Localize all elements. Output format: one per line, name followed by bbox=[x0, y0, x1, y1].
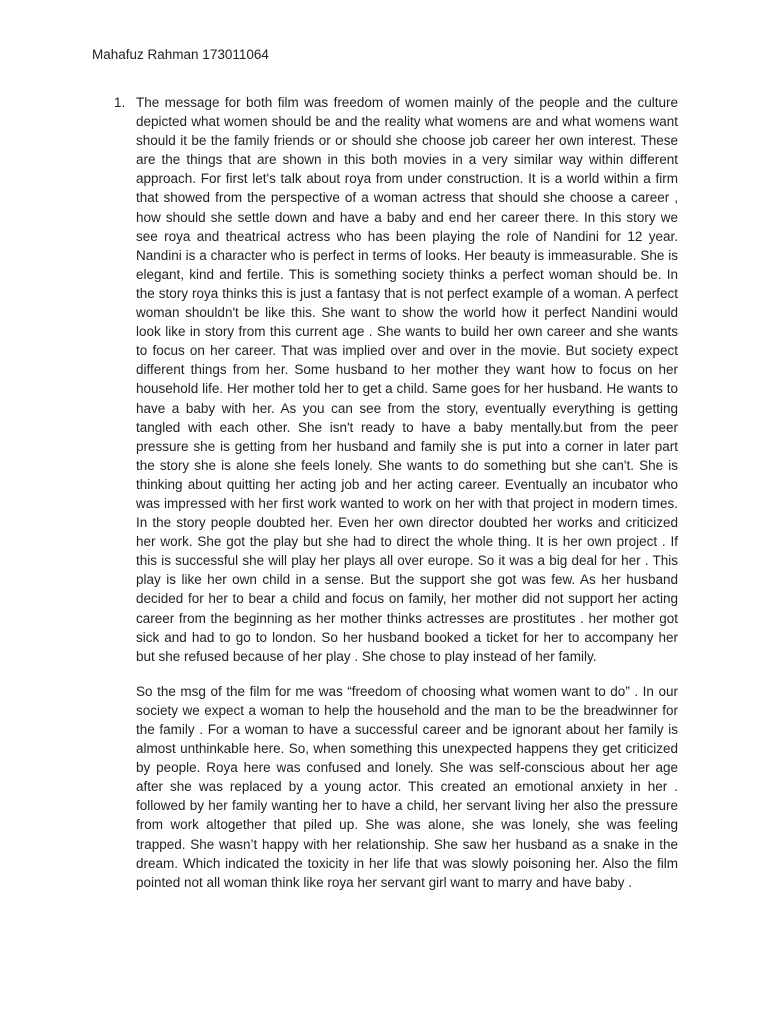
paragraph-2: So the msg of the film for me was “freedom of choosing what women want to do” . In our society we expect a woman to help the household and the man to be the breadwinner for the family . For a woman to have a successful career and be ignorant about her family is almost unthinkable here. So, when something this unexpected happens they get criticized by people. Roya here was confused and lonely. She was self-conscious about her age after she was replaced by a young actor. This created an emotional anxiety in her . followed by her family wanting her to have a child, her servant living her also the pressure from work altogether that piled up. She was alone, she was lonely, she was feeling trapped. She wasn’t happy with her relationship. She saw her husband as a snake in the dream. Which indicated the toxicity in her life that was slowly poisoning her. Also the film pointed not all woman think like roya her servant girl want to marry and have baby . bbox=[136, 683, 678, 890]
author-header: Mahafuz Rahman 173011064 bbox=[92, 47, 269, 62]
item-number: 1. bbox=[114, 95, 126, 110]
paragraph-1: The message for both film was freedom of women mainly of the people and the culture depicted what women should be and the reality what womens are and what womens want should it be the family friends or or should she choose job career her own interest. These are the things that are shown in this both movies in a very similar way within different approach. For first let's talk about roya from under construction. It is a world within a firm that showed from the perspective of a woman actress that should she choose a career , how should she settle down and have a baby and end her career there. In this story we see roya and theatrical actress who has been playing the role of Nandini for 12 year. Nandini is a character who is perfect in terms of looks. Her beauty is immeasurable. She is elegant, kind and fertile. This is something society thinks a perfect woman should be. In the story roya thinks this is just a fantasy that is not perfect example of a woman. A perfect woman shouldn't be like this. She want to show the world how it perfect Nandini would look like in story from this current age . She wants to build her own career and she wants to focus on her career. That was implied over and over in the movie. But society expect different things from her. Some husband to her mother they want how to focus on her household life. Her mother told her to get a child. Same goes for her husband. He wants to have a baby with her. As you can see from the story, eventually everything is getting tangled with each other. She isn't ready to have a baby mentally.but from the peer pressure she is getting from her husband and family she is put into a corner in later part the story she is alone she feels lonely. She wants to do something but she can't. She is thinking about quitting her acting job and her acting career. Eventually an incubator who was impressed with her first work wanted to work on her with that project in modern times. In the story people doubted her. Even her own director doubted her works and criticized her work. She got the play but she had to direct the whole thing. It is her own project . If this is successful she will play her plays all over europe. So it was a big deal for her . This play is like her own child in a sense. But the support she got was few. As her husband decided for her to bear a child and focus on family, her mother did not support her acting career from the beginning as her mother thinks actresses are prostitutes . her mother got sick and had to go to london. So her husband booked a ticket for her to accompany her but she refused because of her play . She chose to play instead of her family. bbox=[136, 95, 678, 664]
item-body bbox=[136, 93, 678, 892]
